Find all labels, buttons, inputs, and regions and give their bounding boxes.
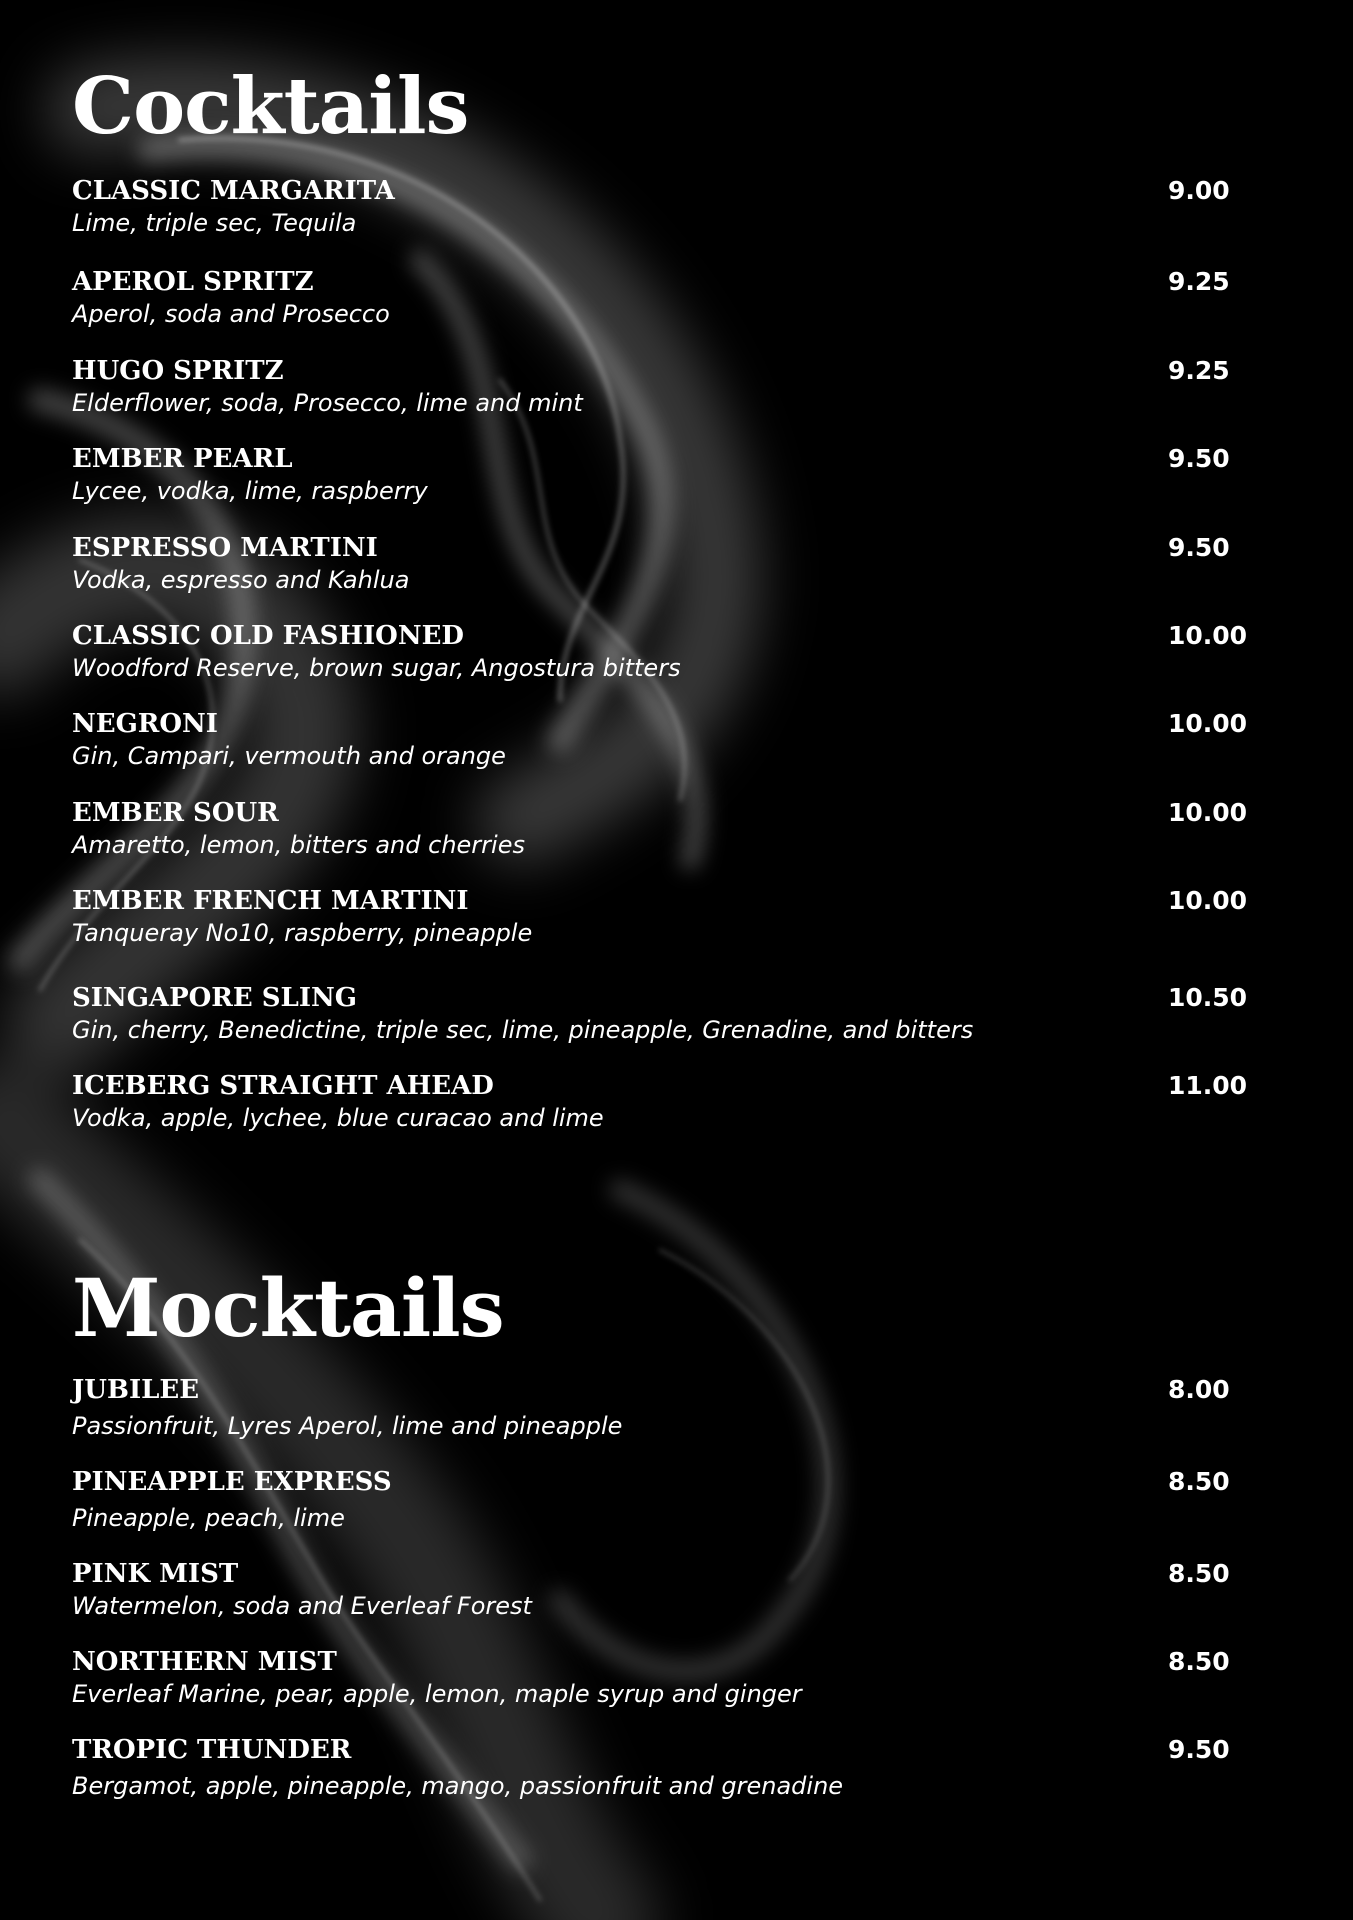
item-name: ESPRESSO MARTINI bbox=[72, 533, 378, 563]
menu-item bbox=[72, 532, 1262, 602]
item-description: Lycee, vodka, lime, raspberry bbox=[72, 477, 428, 505]
item-price: 8.50 bbox=[1168, 1647, 1230, 1676]
item-name: TROPIC THUNDER bbox=[72, 1735, 352, 1765]
item-name: EMBER FRENCH MARTINI bbox=[72, 886, 469, 916]
item-description: Gin, cherry, Benedictine, triple sec, lime, pineapple, Grenadine, and bitters bbox=[72, 1016, 974, 1044]
item-price: 10.00 bbox=[1168, 621, 1248, 650]
menu-item bbox=[72, 885, 1262, 955]
section-title-mocktails: Mocktails bbox=[72, 1261, 504, 1355]
menu-item bbox=[72, 355, 1262, 425]
item-price: 9.25 bbox=[1168, 356, 1230, 385]
menu-item bbox=[72, 443, 1262, 513]
item-price: 10.50 bbox=[1168, 983, 1248, 1012]
item-name: CLASSIC MARGARITA bbox=[72, 176, 395, 206]
menu-item bbox=[72, 708, 1262, 778]
item-description: Vodka, espresso and Kahlua bbox=[72, 566, 410, 594]
item-price: 9.50 bbox=[1168, 533, 1230, 562]
item-price: 8.00 bbox=[1168, 1375, 1230, 1404]
item-price: 9.50 bbox=[1168, 1735, 1230, 1764]
item-name: PINK MIST bbox=[72, 1559, 239, 1589]
item-name: EMBER SOUR bbox=[72, 798, 279, 828]
menu-item bbox=[72, 1070, 1262, 1140]
item-name: NEGRONI bbox=[72, 709, 218, 739]
item-price: 10.00 bbox=[1168, 709, 1248, 738]
item-name: APEROL SPRITZ bbox=[72, 267, 314, 297]
menu-item bbox=[72, 1558, 1262, 1628]
item-description: Vodka, apple, lychee, blue curacao and lime bbox=[72, 1104, 604, 1132]
item-price: 10.00 bbox=[1168, 798, 1248, 827]
item-price: 10.00 bbox=[1168, 886, 1248, 915]
menu-item bbox=[72, 175, 1262, 245]
item-price: 11.00 bbox=[1168, 1071, 1248, 1100]
menu-item bbox=[72, 1646, 1262, 1716]
item-description: Bergamot, apple, pineapple, mango, passionfruit and grenadine bbox=[72, 1772, 844, 1800]
menu-item bbox=[72, 1374, 1262, 1444]
item-description: Passionfruit, Lyres Aperol, lime and pineapple bbox=[72, 1412, 623, 1440]
menu-item bbox=[72, 266, 1262, 336]
item-name: PINEAPPLE EXPRESS bbox=[72, 1467, 392, 1497]
item-name: SINGAPORE SLING bbox=[72, 983, 357, 1013]
item-description: Tanqueray No10, raspberry, pineapple bbox=[72, 919, 533, 947]
menu-item bbox=[72, 620, 1262, 690]
item-description: Amaretto, lemon, bitters and cherries bbox=[72, 831, 525, 859]
item-name: EMBER PEARL bbox=[72, 444, 293, 474]
item-description: Everleaf Marine, pear, apple, lemon, maple syrup and ginger bbox=[72, 1680, 802, 1708]
item-price: 8.50 bbox=[1168, 1559, 1230, 1588]
item-description: Gin, Campari, vermouth and orange bbox=[72, 742, 506, 770]
item-name: HUGO SPRITZ bbox=[72, 356, 284, 386]
item-name: JUBILEE bbox=[72, 1375, 200, 1405]
item-name: ICEBERG STRAIGHT AHEAD bbox=[72, 1071, 494, 1101]
menu-item bbox=[72, 982, 1262, 1052]
item-description: Elderflower, soda, Prosecco, lime and mint bbox=[72, 389, 583, 417]
item-name: NORTHERN MIST bbox=[72, 1647, 337, 1677]
item-name: CLASSIC OLD FASHIONED bbox=[72, 621, 464, 651]
item-description: Woodford Reserve, brown sugar, Angostura bitters bbox=[72, 654, 681, 682]
menu-item bbox=[72, 797, 1262, 867]
item-price: 9.00 bbox=[1168, 176, 1230, 205]
section-title-cocktails: Cocktails bbox=[72, 61, 469, 152]
item-description: Lime, triple sec, Tequila bbox=[72, 209, 357, 237]
item-description: Pineapple, peach, lime bbox=[72, 1504, 345, 1532]
item-description: Watermelon, soda and Everleaf Forest bbox=[72, 1592, 532, 1620]
menu-item bbox=[72, 1466, 1262, 1536]
item-description: Aperol, soda and Prosecco bbox=[72, 300, 390, 328]
item-price: 9.25 bbox=[1168, 267, 1230, 296]
menu-item bbox=[72, 1734, 1262, 1804]
item-price: 8.50 bbox=[1168, 1467, 1230, 1496]
item-price: 9.50 bbox=[1168, 444, 1230, 473]
